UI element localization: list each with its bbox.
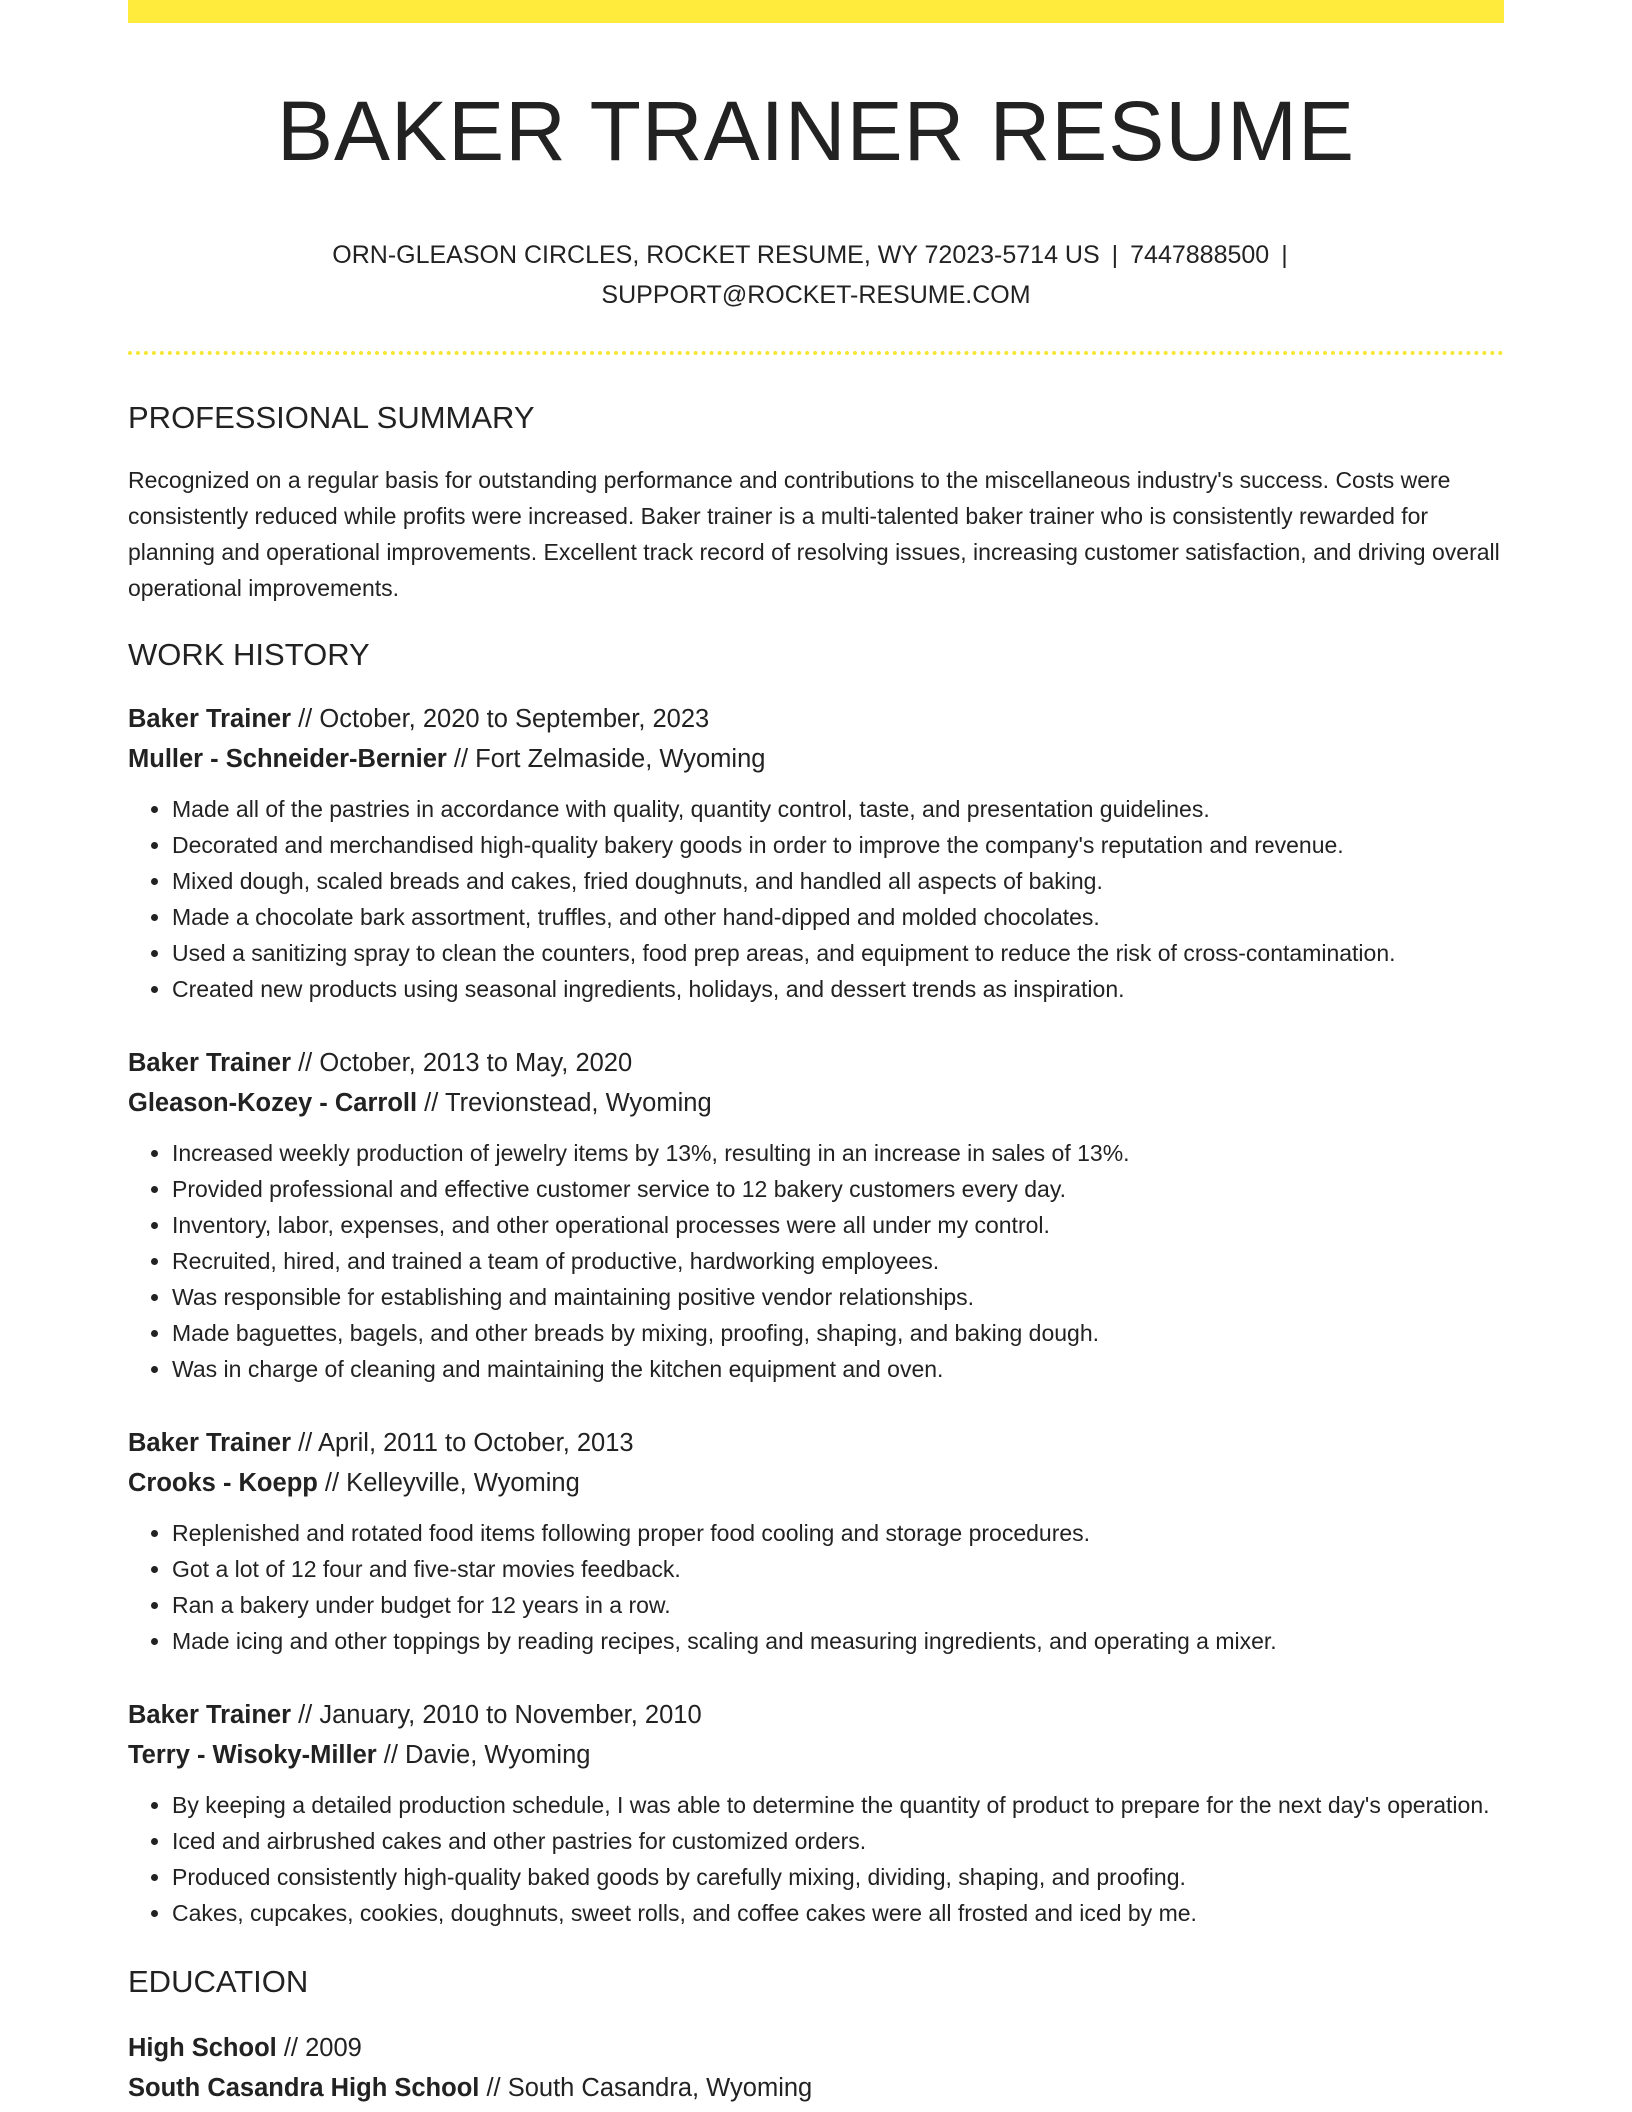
job-duty-item: • Was in charge of cleaning and maintaining the kitchen equipment and oven.: [172, 1351, 1504, 1387]
job-duty-item: • Increased weekly production of jewelry items by 13%, resulting in an increase in sales of 13%.: [172, 1135, 1504, 1171]
education-degree: High School: [128, 2033, 277, 2062]
job-duty-item: • Iced and airbrushed cakes and other pastries for customized orders.: [172, 1823, 1504, 1859]
job-dates: // January, 2010 to November, 2010: [291, 1700, 702, 1729]
job-title: Baker Trainer: [128, 1700, 292, 1729]
job-title: Baker Trainer: [128, 1428, 292, 1457]
job-title-line: [128, 1423, 1504, 1463]
job-duty-item: • Mixed dough, scaled breads and cakes, fried doughnuts, and handled all aspects of baking.: [172, 863, 1504, 899]
job-duty-item: • Made baguettes, bagels, and other breads by mixing, proofing, shaping, and baking dough.: [172, 1315, 1504, 1351]
job-duties-list: [128, 1787, 1504, 1931]
contact-info: [316, 235, 1316, 315]
contact-email: SUPPORT@ROCKET-RESUME.COM: [601, 281, 1031, 310]
dotted-divider: [128, 351, 1504, 355]
job-dates: // April, 2011 to October, 2013: [291, 1428, 634, 1457]
job-duty-item: • Decorated and merchandised high-quality bakery goods in order to improve the company's reputation and revenue.: [172, 827, 1504, 863]
job-duty-item: • Replenished and rotated food items following proper food cooling and storage procedures.: [172, 1515, 1504, 1551]
job-entry: [128, 1043, 1504, 1387]
education-entry: [128, 2028, 1504, 2108]
job-company: Crooks - Koepp: [128, 1468, 318, 1497]
job-duty-item: • Used a sanitizing spray to clean the counters, food prep areas, and equipment to reduce the risk of cross-contamination.: [172, 935, 1504, 971]
job-duty-item: • Ran a bakery under budget for 12 years in a row.: [172, 1587, 1504, 1623]
job-company: Terry - Wisoky-Miller: [128, 1740, 377, 1769]
job-title: Baker Trainer: [128, 1048, 292, 1077]
job-duties-list: [128, 1515, 1504, 1659]
summary-heading: PROFESSIONAL SUMMARY: [128, 400, 535, 436]
job-dates: // October, 2020 to September, 2023: [291, 704, 710, 733]
contact-separator: |: [1111, 241, 1119, 270]
job-duty-item: • Inventory, labor, expenses, and other operational processes were all under my control.: [172, 1207, 1504, 1243]
job-title-line: [128, 1043, 1504, 1083]
contact-separator: |: [1281, 241, 1288, 270]
contact-address: ORN-GLEASON CIRCLES, ROCKET RESUME, WY 72023-5714 US: [332, 241, 1100, 270]
job-entry: [128, 1695, 1504, 1931]
job-duties-list: [128, 1135, 1504, 1387]
job-title: Baker Trainer: [128, 704, 292, 733]
education-year: // 2009: [276, 2033, 362, 2062]
job-company-line: [128, 1083, 1504, 1123]
job-duty-item: • Made icing and other toppings by reading recipes, scaling and measuring ingredients, and operating a mixer.: [172, 1623, 1504, 1659]
job-duty-item: • Got a lot of 12 four and five-star movies feedback.: [172, 1551, 1504, 1587]
job-duty-item: • Recruited, hired, and trained a team of productive, hardworking employees.: [172, 1243, 1504, 1279]
job-duty-item: • Provided professional and effective customer service to 12 bakery customers every day.: [172, 1171, 1504, 1207]
job-dates: // October, 2013 to May, 2020: [291, 1048, 633, 1077]
work-history-list: [128, 699, 1504, 1931]
job-location: // Fort Zelmaside, Wyoming: [446, 744, 766, 773]
job-location: // Trevionstead, Wyoming: [417, 1088, 712, 1117]
job-company: Muller - Schneider-Bernier: [128, 744, 447, 773]
education-school-line: [128, 2068, 1504, 2108]
job-duties-list: [128, 791, 1504, 1007]
job-duty-item: • Made all of the pastries in accordance with quality, quantity control, taste, and presentation guidelines.: [172, 791, 1504, 827]
job-entry: [128, 1423, 1504, 1659]
job-location: // Kelleyville, Wyoming: [317, 1468, 580, 1497]
job-title-line: [128, 699, 1504, 739]
job-duty-item: • Produced consistently high-quality baked goods by carefully mixing, dividing, shaping, and proofing.: [172, 1859, 1504, 1895]
job-duty-item: • Made a chocolate bark assortment, truffles, and other hand-dipped and molded chocolates.: [172, 899, 1504, 935]
job-entry: [128, 699, 1504, 1007]
resume-page: [128, 0, 1504, 2108]
work-history-heading: WORK HISTORY: [128, 636, 370, 672]
job-company-line: [128, 1735, 1504, 1775]
education-location: // South Casandra, Wyoming: [479, 2073, 813, 2102]
accent-top-bar: [128, 0, 1504, 23]
job-location: // Davie, Wyoming: [376, 1740, 591, 1769]
job-company: Gleason-Kozey - Carroll: [128, 1088, 418, 1117]
job-company-line: [128, 1463, 1504, 1503]
summary-text: Recognized on a regular basis for outstanding performance and contributions to the miscellaneous industry's success. Costs were consistently reduced while profits were increased. Baker trainer is a multi-talented baker trainer who is consistently rewarded for planning and operational improvements. Excellent track record of resolving issues, increasing customer satisfaction, and driving overall operational improvements.: [128, 466, 1500, 601]
job-duty-item: • Cakes, cupcakes, cookies, doughnuts, sweet rolls, and coffee cakes were all frosted and iced by me.: [172, 1895, 1504, 1931]
resume-title: BAKER TRAINER RESUME: [277, 84, 1355, 178]
job-company-line: [128, 739, 1504, 779]
job-duty-item: • Created new products using seasonal ingredients, holidays, and dessert trends as inspiration.: [172, 971, 1504, 1007]
contact-phone: 7447888500: [1130, 241, 1270, 270]
education-school: South Casandra High School: [128, 2073, 480, 2102]
job-duty-item: • By keeping a detailed production schedule, I was able to determine the quantity of product to prepare for the next day's operation.: [172, 1787, 1504, 1823]
job-title-line: [128, 1695, 1504, 1735]
education-degree-line: [128, 2028, 1504, 2068]
job-duty-item: • Was responsible for establishing and maintaining positive vendor relationships.: [172, 1279, 1504, 1315]
education-heading: EDUCATION: [128, 1963, 309, 1999]
